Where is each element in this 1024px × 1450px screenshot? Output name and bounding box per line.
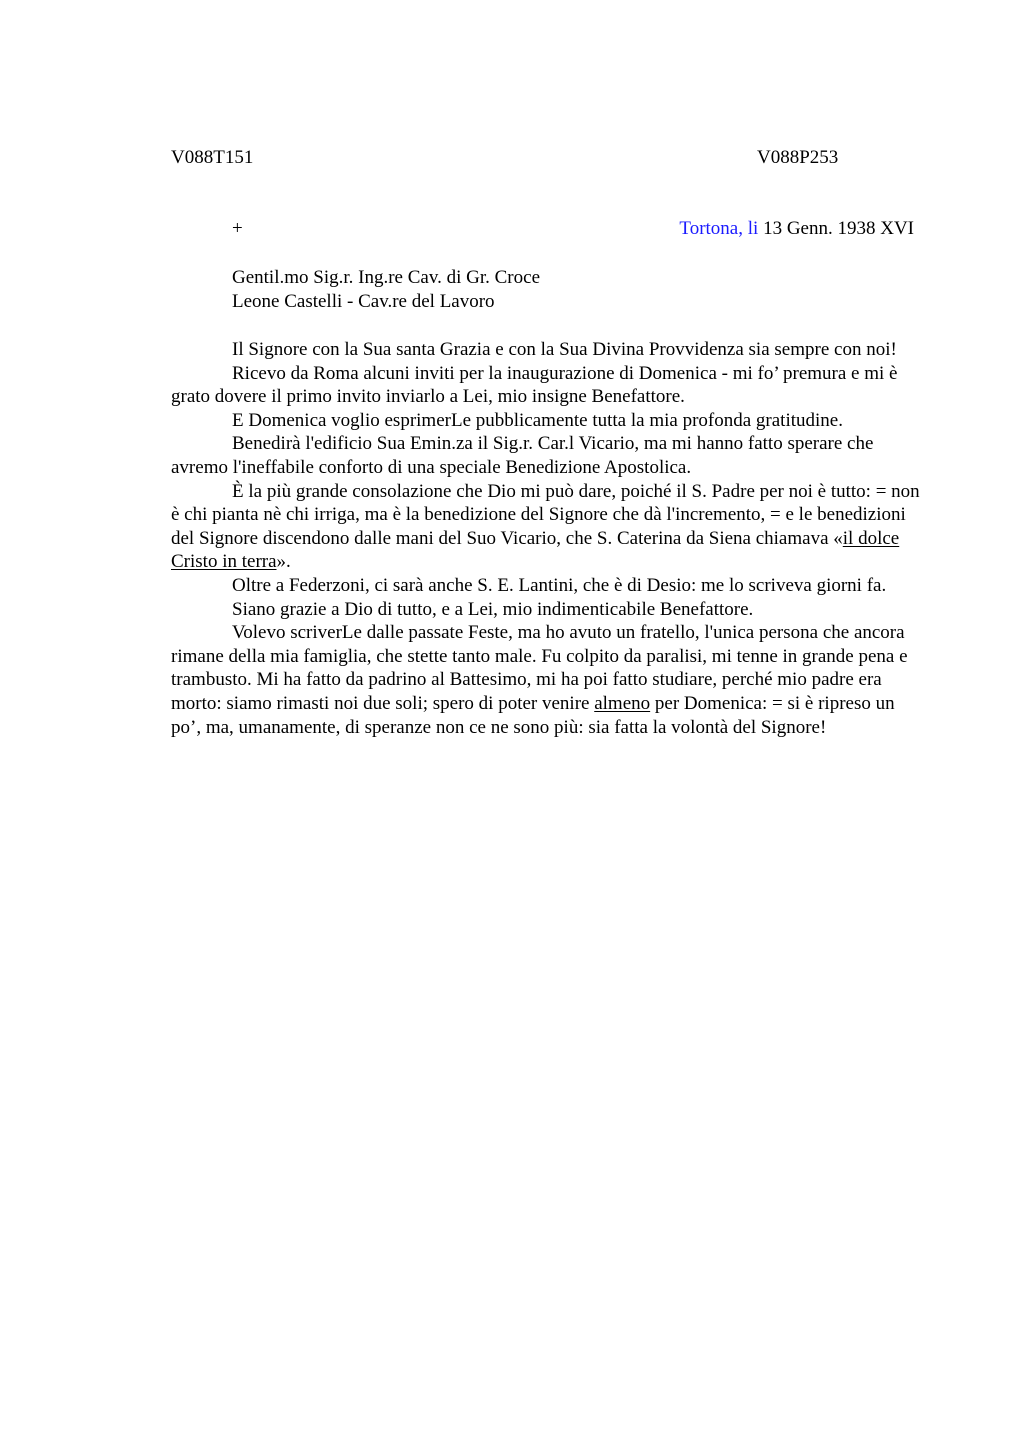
paragraph-5-end: ». <box>276 551 291 573</box>
dateline <box>679 218 914 240</box>
letter-body <box>171 338 927 739</box>
paragraph-1: Il Signore con la Sua santa Grazia e con la Sua Divina Provvidenza sia sempre con noi! <box>232 339 897 360</box>
underlined-word: almeno <box>594 692 651 714</box>
paragraph-5 <box>171 480 927 574</box>
paragraph-8-text: Volevo scriverLe dalle passate Feste, ma ho avuto un fratello, l'unica persona che ancora rimane della mia famiglia, che stette tanto male. Fu colpito da paralisi, mi tenne in grande pena e trambusto. Mi ha fatto da padrino al Battesimo, mi ha poi fatto studiare, perché mio padre era morto: siamo rimasti noi due soli; spero di poter venire <box>171 622 908 714</box>
document-code-right: V088P253 <box>757 147 839 168</box>
dateline-date: 13 Genn. 1938 XVI <box>758 218 914 239</box>
paragraph-3: E Domenica voglio esprimerLe pubblicamente tutta la mia profonda gratitudine. <box>232 409 843 431</box>
cross-symbol: + <box>232 218 243 239</box>
address-line-1: Gentil.mo Sig.r. Ing.re Cav. di Gr. Croce <box>232 267 540 288</box>
recipient-address <box>232 266 540 314</box>
paragraph-2: Ricevo da Roma alcuni inviti per la inaugurazione di Domenica - mi fo’ premura e mi è grato dovere il primo invito inviarlo a Lei, mio insigne Benefattore. <box>171 362 898 408</box>
dateline-place: Tortona, li <box>679 218 759 239</box>
underlined-quote: il dolce Cristo in terra <box>171 527 900 573</box>
address-line-2: Leone Castelli - Cav.re del Lavoro <box>232 291 495 312</box>
paragraph-8 <box>171 621 927 739</box>
paragraph-8-end: per Domenica: = si è ripreso un po’, ma, umanamente, di speranze non ce ne sono più: sia fatta la volontà del Signore! <box>171 692 895 738</box>
paragraph-6: Oltre a Federzoni, ci sarà anche S. E. Lantini, che è di Desio: me lo scriveva giorni fa. <box>232 574 887 596</box>
paragraph-4: Benedirà l'edificio Sua Emin.za il Sig.r. Car.l Vicario, ma mi hanno fatto sperare che avremo l'ineffabile conforto di una speciale Benedizione Apostolica. <box>171 433 874 478</box>
paragraph-5-text: È la più grande consolazione che Dio mi può dare, poiché il S. Padre per noi è tutto: = non è chi pianta nè chi irriga, ma è la benedizione del Signore che dà l'incremento, = e le benedizioni del Signore discendono dalle mani del Suo Vicario, che S. Caterina da Siena chiamava « <box>171 480 920 549</box>
paragraph-7: Siano grazie a Dio di tutto, e a Lei, mio indimenticabile Benefattore. <box>232 598 754 620</box>
document-code-left: V088T151 <box>171 147 254 168</box>
